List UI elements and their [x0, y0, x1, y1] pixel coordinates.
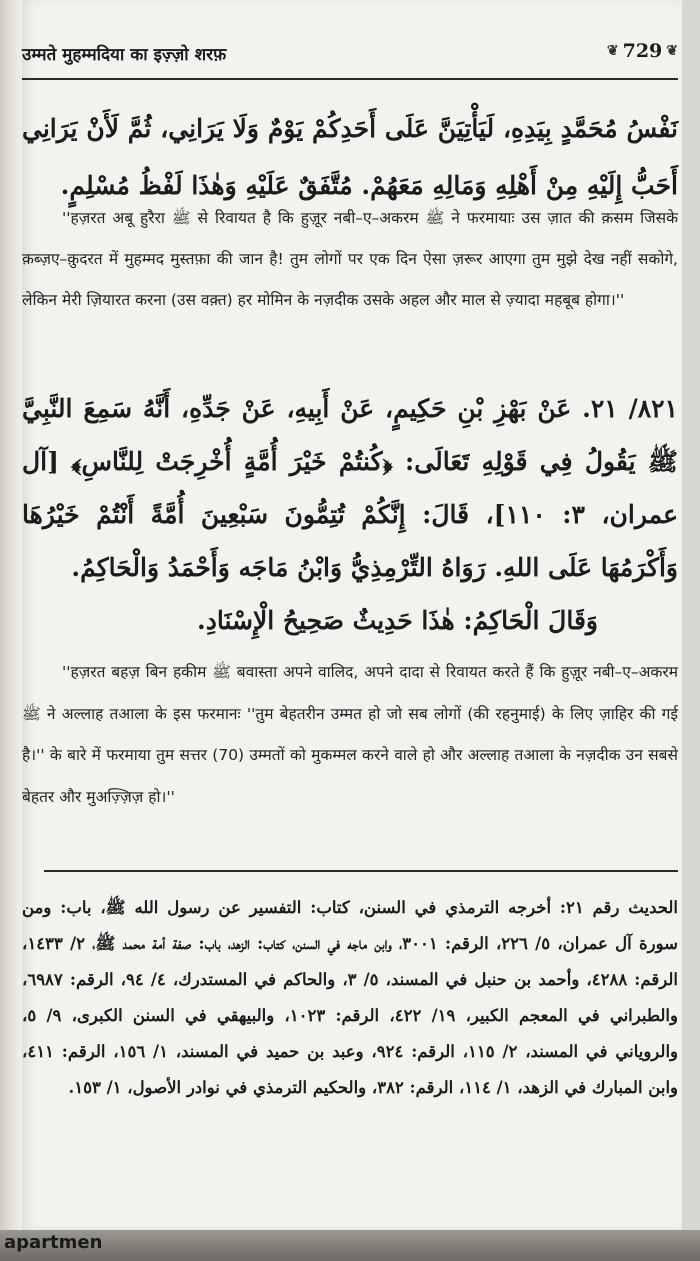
background-strip-text: apartmen	[4, 1232, 103, 1253]
background-strip	[0, 1230, 700, 1261]
hadith-2-grading: وَقَالَ الْحَاكِمُ: هٰذَا حَدِيثٌ صَحِيحُ الْإِسْنَادِ.	[197, 606, 598, 635]
footnote-divider	[44, 870, 678, 872]
running-title: उम्मते मुहम्मदिया का इज़्ज़ो शरफ़	[22, 45, 227, 65]
hadith-2-hindi-translation: ''हज़रत बहज़ बिन हकीम ﷺ बवास्ता अपने वालिद, अपने दादा से रिवायत करते हैं कि हुज़ूर नबी–ए–अकरम ﷺ ने अल्लाह तआला के इस फरमानः ''तुम बेहतरीन उम्मत हो जो सब लोगों (की रहनुमाई) के लिए ज़ाहिर की गई है।'' के बारे में फरमाया तुम सत्तर (70) उम्मतों को मुकम्मल करने वाले हो और अल्लाह तआला के नज़दीक उन सबसे बेहतर और मुअज़्ज़िज़ हो।''	[22, 663, 678, 806]
page-header	[22, 38, 678, 80]
page-number-box	[607, 40, 678, 62]
ornament-right-icon: ❦	[666, 43, 678, 59]
footnote	[22, 890, 678, 1106]
ornament-left-icon: ❦	[606, 43, 619, 59]
hadith-2-arabic: ٨٢١/ ٢١. عَنْ بَهْزِ بْنِ حَكِيمٍ، عَنْ أَبِيهِ، عَنْ جَدِّهِ، أَنَّهُ سَمِعَ النَّبِيَّ ﷺ يَقُولُ فِي قَوْلِهِ تَعَالَى: ﴿كُنتُمْ خَيْرَ أُمَّةٍ أُخْرِجَتْ لِلنَّاسِ﴾ [آل عمران، ٣: ١١٠]، قَالَ: إِنَّكُمْ تُتِمُّونَ سَبْعِينَ أُمَّةً أَنْتُمْ خَيْرُهَا وَأَكْرَمُهَا عَلَى اللهِ. رَوَاهُ التِّرْمِذِيُّ وَابْنُ مَاجَه وَأَحْمَدُ وَالْحَاكِمُ.	[22, 394, 678, 582]
hadith-1-hindi-translation: ''हज़रत अबू हुरैरा ﷺ से रिवायत है कि हुज़ूर नबी–ए–अकरम ﷺ ने फरमायाः उस ज़ात की क़सम जिसके क़ब्ज़ए–क़ुदरत में मुहम्मद मुस्तफ़ा की जान है! तुम लोगों पर एक दिन ऐसा ज़रूर आएगा तुम मुझे देख नहीं सकोगे, लेकिन मेरी ज़ियारत करना (उस वक़्त) हर मोमिन के नज़दीक उसके अहल और माल से ज़्यादा महबूब होगा।''	[22, 209, 679, 309]
hadith-1-arabic: نَفْسُ مُحَمَّدٍ بِيَدِهِ، لَيَأْتِيَنَّ عَلَى أَحَدِكُمْ يَوْمٌ وَلَا يَرَانِي، ثُمَّ لَأَنْ يَرَانِي أَحَبُّ إِلَيْهِ مِنْ أَهْلِهِ وَمَالِهِ مَعَهُمْ. مُتَّفَقٌ عَلَيْهِ وَهٰذَا لَفْظُ مُسْلِمٍ.	[22, 114, 678, 200]
book-page-edge	[0, 0, 22, 1261]
footnote-text: أخرجه الترمذي في السنن، كتاب: التفسير عن رسول الله ﷺ، باب: ومن سورة آل عمران، ٥/ ٢٢٦، الرقم: ٣٠٠١، وابن ماجه في السنن، كتاب: الزهد، باب: صفة أمة محمد ﷺ، ٢/ ١٤٣٣، الرقم: ٤٢٨٨، وأحمد بن حنبل في المسند، ٥/ ٣، والحاكم في المستدرك، ٤/ ٩٤، الرقم: ٦٩٨٧، والطبراني في المعجم الكبير، ١٩/ ٤٢٢، الرقم: ١٠٢٣، والبيهقي في السنن الكبرى، ٩/ ٥، والروياني في المسند، ٢/ ١١٥، الرقم: ٩٢٤، وعبد بن حميد في المسند، ١/ ١٥٦، الرقم: ٤١١، وابن المبارك في الزهد، ١/ ١١٤، الرقم: ٣٨٢، والحكيم الترمذي في نوادر الأصول، ١/ ١٥٣.	[22, 898, 678, 1097]
footnote-label: الحديث رقم ٢١:	[559, 898, 678, 917]
page-number: 729	[622, 40, 663, 62]
